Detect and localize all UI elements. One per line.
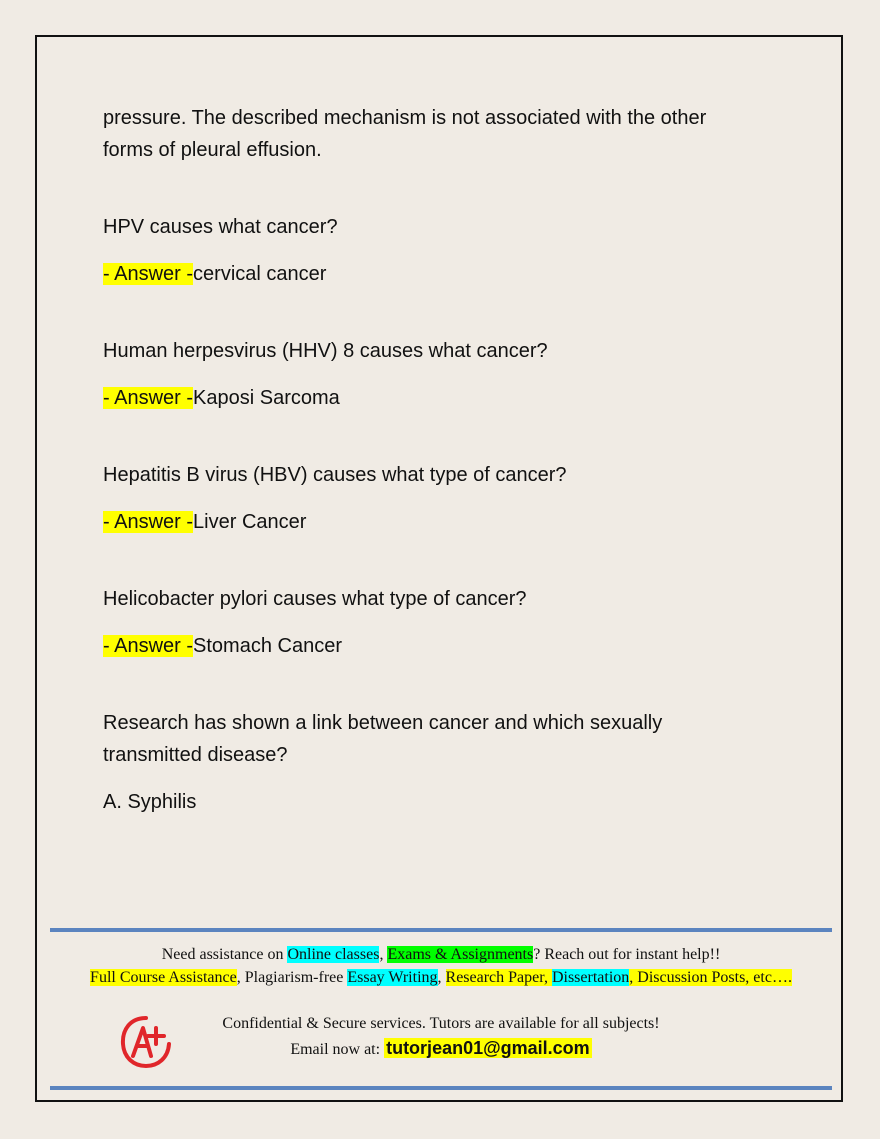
footer-text: , Plagiarism-free: [236, 969, 348, 986]
question-2: Human herpesvirus (HHV) 8 causes what cancer?: [103, 340, 548, 362]
footer-line-1: [50, 944, 832, 966]
answer-text: Stomach Cancer: [193, 635, 342, 657]
email-link[interactable]: tutorjean01@gmail.com: [386, 1038, 590, 1058]
online-classes-highlight: Online classes: [287, 946, 380, 963]
research-paper-highlight: Research Paper,: [445, 969, 552, 986]
footer-text: ,: [437, 969, 446, 986]
footer-text: ,: [629, 969, 638, 986]
footer-line-3: Confidential & Secure services. Tutors are available for all subjects!: [222, 1015, 660, 1032]
answer-prefix: - Answer -: [103, 635, 194, 657]
exams-assignments-highlight: Exams & Assignments: [387, 946, 534, 963]
answer-3: [103, 506, 783, 538]
answer-1: [103, 258, 783, 290]
answer-prefix: - Answer -: [103, 387, 194, 409]
question-4: Helicobacter pylori causes what type of cancer?: [103, 588, 527, 610]
question-1: HPV causes what cancer?: [103, 216, 338, 238]
footer-line-2: [50, 967, 832, 989]
footer-rule-bottom: [50, 1086, 832, 1090]
answer-prefix: - Answer -: [103, 263, 194, 285]
essay-writing-highlight: Essay Writing: [347, 969, 438, 986]
footer-text: Need assistance on: [161, 946, 288, 963]
answer-text: Liver Cancer: [193, 511, 307, 533]
footer-line-4: [50, 1037, 832, 1061]
intro-line-2: forms of pleural effusion.: [103, 139, 322, 161]
footer-rule-top: [50, 928, 832, 932]
email-label: Email now at:: [290, 1041, 385, 1058]
discussion-posts-highlight: Discussion Posts, etc….: [637, 969, 792, 986]
footer-text: ,: [379, 946, 388, 963]
answer-text: cervical cancer: [193, 263, 327, 285]
full-course-highlight: Full Course Assistance: [90, 969, 237, 986]
question-5-line-2: transmitted disease?: [103, 744, 288, 766]
answer-2: [103, 382, 783, 414]
option-a: A. Syphilis: [103, 791, 197, 813]
question-3: Hepatitis B virus (HBV) causes what type of cancer?: [103, 464, 567, 486]
footer-text: ? Reach out for instant help!!: [533, 946, 721, 963]
question-5-line-1: Research has shown a link between cancer and which sexually: [103, 712, 663, 734]
dissertation-highlight: Dissertation: [551, 969, 630, 986]
answer-4: [103, 630, 783, 662]
document-body: [103, 102, 783, 818]
intro-line-1: pressure. The described mechanism is not associated with the other: [103, 107, 707, 129]
answer-text: Kaposi Sarcoma: [193, 387, 340, 409]
answer-prefix: - Answer -: [103, 511, 194, 533]
